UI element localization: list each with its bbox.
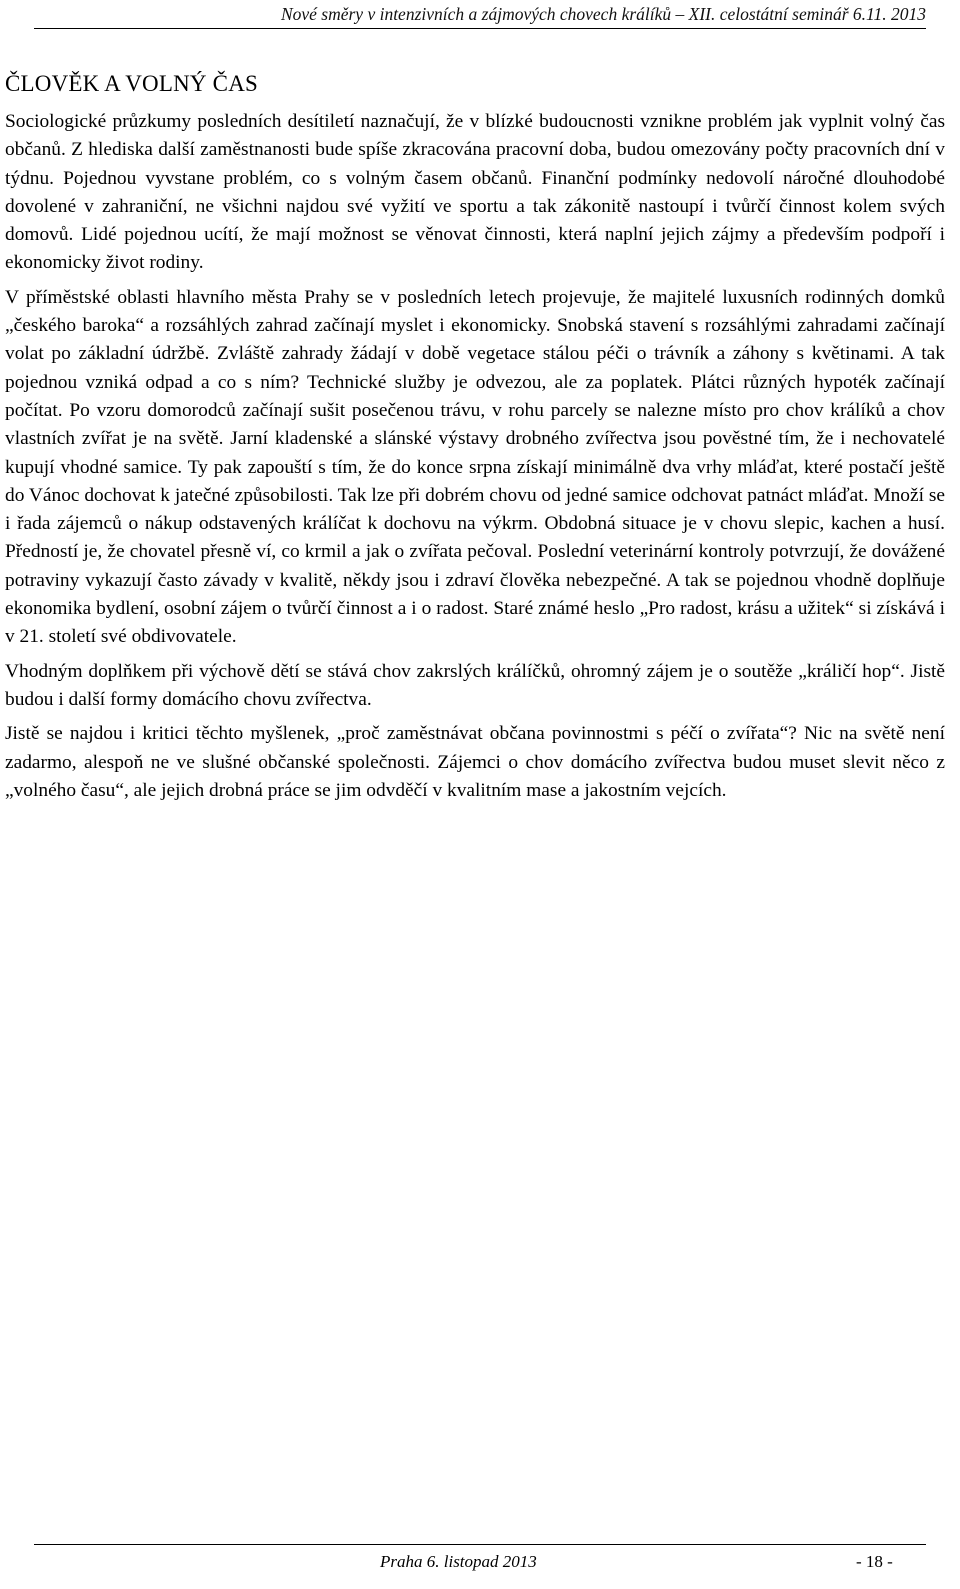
footer-place-date: Praha 6. listopad 2013 bbox=[380, 1552, 537, 1571]
paragraph: Sociologické průzkumy posledních desítiletí naznačují, že v blízké budoucnosti vznikne problém jak vyplnit volný čas občanů. Z hlediska další zaměstnanosti bude spíše zkracována pracovní doba, budou omezovány počty pracovních dní v týdnu. Pojednou vyvstane problém, co s volným časem občanů. Finanční podmínky nedovolí náročné dlouhodobé dovolené v zahraniční, ne všichni najdou své vyžití ve sportu a tak zákonitě nastoupí i tvůrčí činnost kolem svých domovů. Lidé pojednou ucítí, že mají možnost se věnovat činnosti, která naplní jejich zájmy a především podpoří i ekonomicky život rodiny. bbox=[5, 111, 945, 274]
header-divider bbox=[34, 28, 926, 29]
article-body bbox=[5, 108, 945, 811]
paragraph: Jistě se najdou i kritici těchto myšlenek, „proč zaměstnávat občana povinnostmi s péčí o zvířata“? Nic na světě není zadarmo, alespoň ne ve slušné občanské společnosti. Zájemci o chov domácího zvířectva budou muset slevit něco z „volného času“, ale jejich drobná práce se jim odvděčí v kvalitním mase a jakostním vejcích. bbox=[5, 723, 945, 801]
page-number: - 18 - bbox=[856, 1552, 893, 1571]
article-title: ČLOVĚK A VOLNÝ ČAS bbox=[5, 71, 259, 96]
paragraph: V příměstské oblasti hlavního města Prahy se v posledních letech projevuje, že majitelé luxusních rodinných domků „českého baroka“ a rozsáhlých zahrad začínají myslet i ekonomicky. Snobská stavení s rozsáhlými zahradami začínají volat po základní údržbě. Zvláště zahrady žádají v době vegetace stálou péči o trávník a záhony s květinami. A tak pojednou vzniká odpad a co s ním? Technické služby je odvezou, ale za poplatek. Plátci různých hypoték začínají počítat. Po vzoru domorodců začínají sušit posečenou trávu, v rohu parcely se nalezne místo pro chov králíků a chov vlastních zvířat je na světě. Jarní kladenské a slánské výstavy drobného zvířectva jsou pověstné tím, že i nechovatelé kupují vhodné samice. Ty pak zapouští s tím, že do konce srpna získají minimálně dva vrhy mláďat, které postačí ještě do Vánoc dochovat k jatečné způsobilosti. Tak lze při dobrém chovu od jedné samice odchovat patnáct mláďat. Množí se i řada zájemců o nákup odstavených králíčat k dochovu na výkrm. Obdobná situace je v chovu slepic, kachen a husí. Předností je, že chovatel přesně ví, co krmil a jak o zvířata pečoval. Poslední veterinární kontroly potvrzují, že dovážené potraviny vykazují často závady v kvalitě, někdy jsou i zdraví člověka nebezpečné. A tak se pojednou vhodně doplňuje ekonomika bydlení, osobní zájem o tvůrčí činnost a i o radost. Staré známé heslo „Pro radost, krásu a užitek“ si získává i v 21. století své obdivovatele. bbox=[5, 286, 945, 648]
running-header: Nové směry v intenzivních a zájmových chovech králíků – XII. celostátní seminář 6.11. 2013 bbox=[280, 4, 926, 24]
paragraph: Vhodným doplňkem při výchově dětí se stává chov zakrslých králíčků, ohromný zájem je o soutěže „králičí hop“. Jistě budou i další formy domácího chovu zvířectva. bbox=[5, 660, 945, 710]
footer-divider bbox=[34, 1544, 926, 1545]
